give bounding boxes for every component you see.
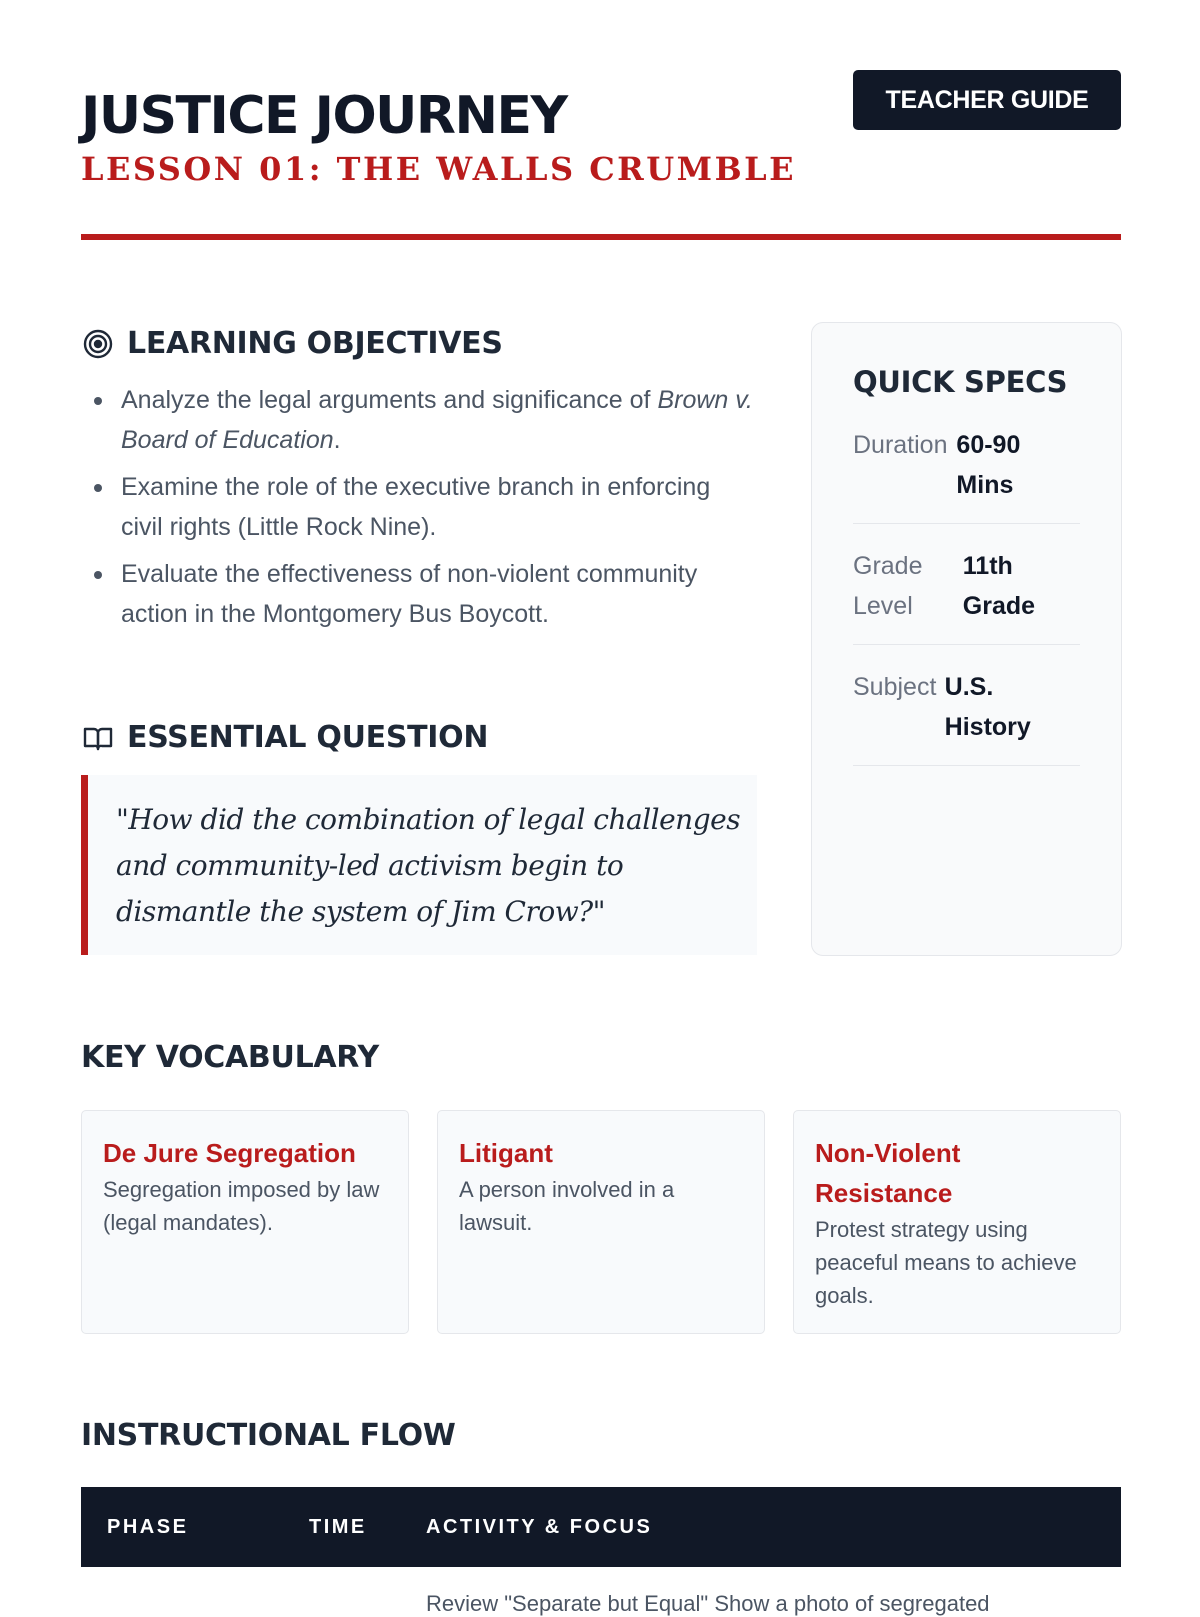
vocab-definition: Protest strategy using peaceful means to achieve goals. — [815, 1217, 1077, 1308]
spec-value: 11th Grade — [962, 552, 1036, 620]
vocab-term: De Jure Segregation — [103, 1138, 356, 1168]
essential-question-heading-label: ESSENTIAL QUESTION — [127, 720, 489, 755]
lesson-subtitle: LESSON 01: THE WALLS CRUMBLE — [81, 150, 797, 188]
objective-text: Examine the role of the executive branch in enforcing civil rights (Little Rock Nine). — [121, 473, 711, 541]
list-item — [92, 467, 757, 547]
essential-question-quote — [81, 775, 757, 955]
vocabulary-heading: KEY VOCABULARY — [81, 1040, 379, 1075]
quote-text: "How did the combination of legal challenges and community-led activism begin to dismantle the system of Jim Crow?" — [116, 803, 741, 928]
instructional-flow-table — [81, 1487, 1121, 1616]
column-header-activity: ACTIVITY & FOCUS — [426, 1515, 653, 1538]
list-item — [92, 380, 757, 460]
target-icon — [81, 327, 115, 361]
teacher-guide-button[interactable]: TEACHER GUIDE — [853, 70, 1121, 130]
vocab-definition: A person involved in a lawsuit. — [459, 1177, 675, 1235]
vocab-term: Litigant — [459, 1138, 553, 1168]
objective-text: Analyze the legal arguments and significance of — [121, 386, 658, 414]
objective-tail: . — [333, 426, 341, 454]
quick-specs-title: QUICK SPECS — [853, 365, 1068, 399]
spec-row-subject — [853, 667, 1080, 766]
vocab-card — [437, 1110, 765, 1334]
objective-emphasis: Brown v. Board of Education — [121, 386, 753, 454]
vocabulary-grid — [81, 1110, 1121, 1334]
vocab-card — [81, 1110, 409, 1334]
objectives-list — [92, 380, 757, 641]
instructional-flow-heading: INSTRUCTIONAL FLOW — [81, 1418, 456, 1453]
spec-label: Grade Level — [853, 552, 923, 620]
table-row: Review "Separate but Equal" Show a photo of segregated — [426, 1591, 990, 1616]
quick-specs-panel — [811, 322, 1122, 956]
book-open-icon — [81, 721, 115, 755]
spec-value: 60-90 Mins — [956, 431, 1021, 499]
column-header-phase: PHASE — [107, 1515, 189, 1538]
header-divider — [81, 234, 1121, 240]
vocab-term: Non-Violent Resistance — [815, 1138, 961, 1208]
objectives-heading-label: LEARNING OBJECTIVES — [127, 326, 503, 361]
column-header-time: TIME — [309, 1515, 367, 1538]
table-header-row — [81, 1487, 1121, 1567]
objective-text: Evaluate the effectiveness of non-violent community action in the Montgomery Bus Boycott. — [121, 560, 698, 628]
vocab-definition: Segregation imposed by law (legal mandates). — [103, 1177, 380, 1235]
page-title: JUSTICE JOURNEY — [81, 86, 567, 146]
spec-label: Duration — [853, 431, 948, 459]
spec-label: Subject — [853, 673, 937, 701]
vocab-card — [793, 1110, 1121, 1334]
spec-row-duration — [853, 425, 1080, 524]
essential-question-heading — [81, 720, 488, 755]
spec-row-grade-level — [853, 546, 1080, 645]
spec-value: U.S. History — [944, 673, 1031, 741]
list-item — [92, 554, 757, 634]
objectives-heading — [81, 326, 503, 361]
